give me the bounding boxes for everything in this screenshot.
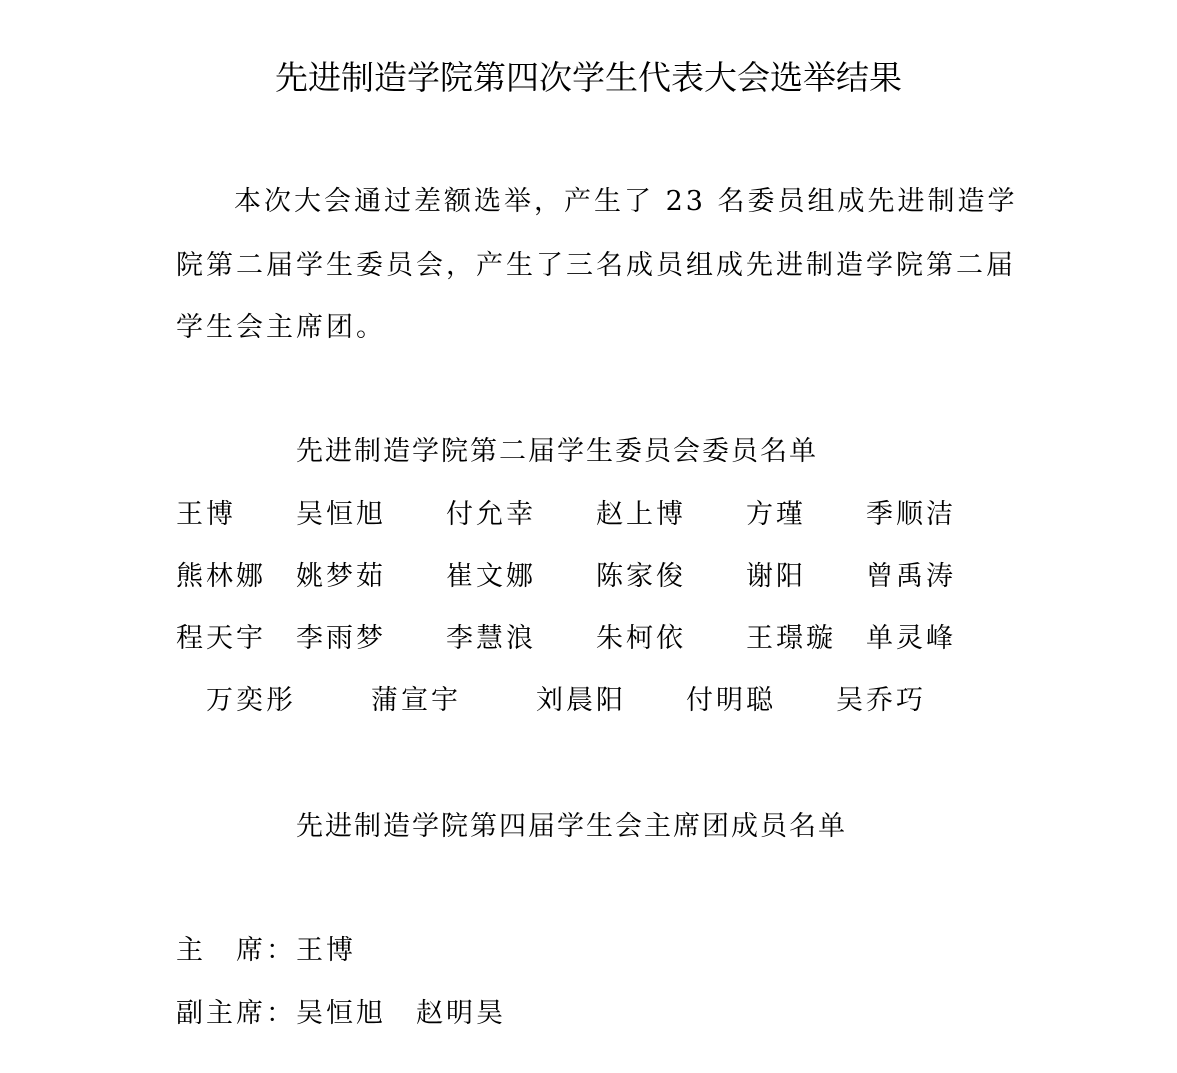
document-title: 先进制造学院第四次学生代表大会选举结果 xyxy=(275,58,902,97)
committee-member: 李慧浪 xyxy=(446,623,536,654)
committee-member: 程天宇 xyxy=(176,623,266,654)
committee-member: 季顺洁 xyxy=(866,499,956,530)
vice-chair-name: 吴恒旭 xyxy=(296,998,386,1029)
chair-name: 王博 xyxy=(296,935,356,966)
committee-heading: 先进制造学院第二届学生委员会委员名单 xyxy=(296,436,818,467)
vice-chair-name: 赵明昊 xyxy=(416,998,506,1029)
committee-member: 刘晨阳 xyxy=(536,685,626,716)
committee-member: 付允幸 xyxy=(446,499,536,530)
committee-member: 王璟璇 xyxy=(746,623,836,654)
committee-member: 吴乔巧 xyxy=(836,685,926,716)
committee-member: 方瑾 xyxy=(746,499,806,530)
committee-member: 熊林娜 xyxy=(176,561,266,592)
committee-member: 谢阳 xyxy=(746,561,806,592)
committee-member: 陈家俊 xyxy=(596,561,686,592)
committee-member: 单灵峰 xyxy=(866,623,956,654)
committee-member: 吴恒旭 xyxy=(296,499,386,530)
chair-label: 主 席： xyxy=(176,935,296,966)
committee-member: 王博 xyxy=(176,499,236,530)
vice-chair-label: 副主席： xyxy=(176,998,296,1029)
committee-member: 朱柯依 xyxy=(596,623,686,654)
committee-member: 曾禹涛 xyxy=(866,561,956,592)
committee-member: 蒲宣宇 xyxy=(371,685,461,716)
committee-member: 崔文娜 xyxy=(446,561,536,592)
committee-member: 李雨梦 xyxy=(296,623,386,654)
chair-line xyxy=(176,933,386,969)
committee-member: 万奕彤 xyxy=(206,685,296,716)
vice-chair-line xyxy=(176,996,536,1032)
intro-line-2: 院第二届学生委员会，产生了三名成员组成先进制造学院第二届 xyxy=(176,250,1016,281)
committee-member: 付明聪 xyxy=(686,685,776,716)
committee-member: 姚梦茹 xyxy=(296,561,386,592)
presidium-heading: 先进制造学院第四届学生会主席团成员名单 xyxy=(296,811,847,842)
intro-line-1: 本次大会通过差额选举，产生了 23 名委员组成先进制造学 xyxy=(234,186,1018,217)
committee-member: 赵上博 xyxy=(596,499,686,530)
intro-line-3: 学生会主席团。 xyxy=(176,312,386,343)
